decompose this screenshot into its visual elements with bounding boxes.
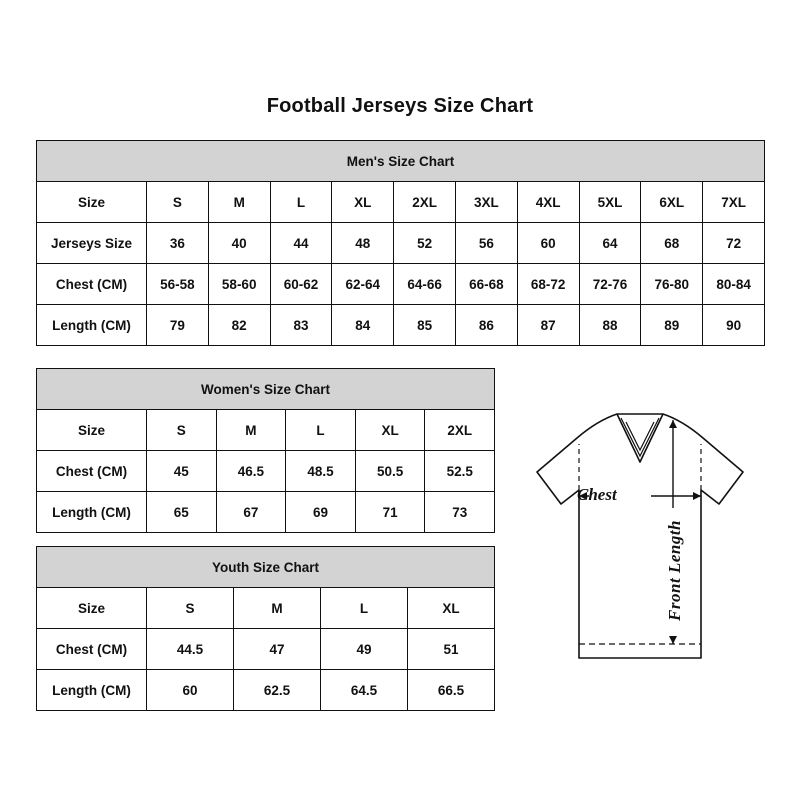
row-label: Chest (CM): [37, 451, 147, 492]
table-header-row: [37, 588, 495, 629]
jersey-outline-icon: [505, 400, 775, 690]
table-cell: 71: [355, 492, 425, 533]
column-header: M: [234, 588, 321, 629]
table-cell: 47: [234, 629, 321, 670]
table-row: [37, 451, 495, 492]
column-header: 5XL: [579, 182, 641, 223]
table-cell: 87: [517, 305, 579, 346]
table-cell: 84: [332, 305, 394, 346]
mens-table-heading: Men's Size Chart: [37, 141, 765, 182]
column-header: L: [286, 410, 356, 451]
mens-size-table: [36, 140, 765, 346]
table-cell: 62-64: [332, 264, 394, 305]
table-cell: 45: [147, 451, 217, 492]
womens-size-table: [36, 368, 495, 533]
table-cell: 88: [579, 305, 641, 346]
table-cell: 69: [286, 492, 356, 533]
table-cell: 64: [579, 223, 641, 264]
table-cell: 72: [703, 223, 765, 264]
page-title: Football Jerseys Size Chart: [266, 95, 534, 117]
column-header: 3XL: [455, 182, 517, 223]
column-header: L: [270, 182, 332, 223]
table-cell: 82: [208, 305, 270, 346]
table-row: [37, 670, 495, 711]
table-cell: 73: [425, 492, 495, 533]
column-header: 7XL: [703, 182, 765, 223]
table-cell: 49: [321, 629, 408, 670]
table-cell: 65: [147, 492, 217, 533]
column-header: Size: [37, 410, 147, 451]
length-arrow-top: [669, 420, 677, 428]
table-cell: 58-60: [208, 264, 270, 305]
table-cell: 48: [332, 223, 394, 264]
column-header: 4XL: [517, 182, 579, 223]
table-cell: 86: [455, 305, 517, 346]
column-header: XL: [332, 182, 394, 223]
column-header: XL: [355, 410, 425, 451]
table-cell: 62.5: [234, 670, 321, 711]
table-cell: 68-72: [517, 264, 579, 305]
youth-size-chart-section: [36, 546, 495, 711]
table-cell: 51: [408, 629, 495, 670]
row-label: Length (CM): [37, 670, 147, 711]
table-cell: 44: [270, 223, 332, 264]
table-cell: 64-66: [394, 264, 456, 305]
table-cell: 67: [216, 492, 286, 533]
table-cell: 46.5: [216, 451, 286, 492]
table-cell: 80-84: [703, 264, 765, 305]
column-header: S: [147, 182, 209, 223]
row-label: Chest (CM): [37, 629, 147, 670]
column-header: M: [208, 182, 270, 223]
table-row: [37, 264, 765, 305]
length-arrow-bottom: [669, 636, 677, 644]
youth-table-heading: Youth Size Chart: [37, 547, 495, 588]
youth-size-table: [36, 546, 495, 711]
row-label: Length (CM): [37, 305, 147, 346]
table-heading-row: [37, 141, 765, 182]
mens-size-chart-section: [36, 140, 765, 346]
column-header: 6XL: [641, 182, 703, 223]
table-cell: 60: [517, 223, 579, 264]
column-header: XL: [408, 588, 495, 629]
column-header: M: [216, 410, 286, 451]
table-cell: 79: [147, 305, 209, 346]
table-cell: 66-68: [455, 264, 517, 305]
column-header: Size: [37, 588, 147, 629]
table-cell: 76-80: [641, 264, 703, 305]
chest-arrow-right: [693, 492, 701, 500]
table-cell: 83: [270, 305, 332, 346]
table-header-row: [37, 410, 495, 451]
row-label: Jerseys Size: [37, 223, 147, 264]
table-cell: 90: [703, 305, 765, 346]
column-header: S: [147, 410, 217, 451]
column-header: 2XL: [394, 182, 456, 223]
row-label: Length (CM): [37, 492, 147, 533]
table-cell: 68: [641, 223, 703, 264]
column-header: S: [147, 588, 234, 629]
table-cell: 36: [147, 223, 209, 264]
table-cell: 52.5: [425, 451, 495, 492]
table-cell: 89: [641, 305, 703, 346]
table-row: [37, 223, 765, 264]
column-header: Size: [37, 182, 147, 223]
column-header: L: [321, 588, 408, 629]
womens-size-chart-section: [36, 368, 495, 533]
jersey-measurement-diagram: [505, 400, 775, 690]
table-row: [37, 492, 495, 533]
table-cell: 44.5: [147, 629, 234, 670]
table-cell: 56: [455, 223, 517, 264]
table-cell: 50.5: [355, 451, 425, 492]
table-cell: 64.5: [321, 670, 408, 711]
column-header: 2XL: [425, 410, 495, 451]
table-cell: 48.5: [286, 451, 356, 492]
table-heading-row: [37, 369, 495, 410]
table-row: [37, 629, 495, 670]
row-label: Chest (CM): [37, 264, 147, 305]
table-header-row: [37, 182, 765, 223]
table-cell: 52: [394, 223, 456, 264]
womens-table-heading: Women's Size Chart: [37, 369, 495, 410]
table-cell: 85: [394, 305, 456, 346]
table-cell: 66.5: [408, 670, 495, 711]
table-cell: 40: [208, 223, 270, 264]
chest-label: Chest: [577, 485, 617, 504]
table-cell: 72-76: [579, 264, 641, 305]
table-heading-row: [37, 547, 495, 588]
table-cell: 60-62: [270, 264, 332, 305]
table-row: [37, 305, 765, 346]
table-cell: 56-58: [147, 264, 209, 305]
table-cell: 60: [147, 670, 234, 711]
front-length-label: Front Length: [665, 520, 684, 621]
